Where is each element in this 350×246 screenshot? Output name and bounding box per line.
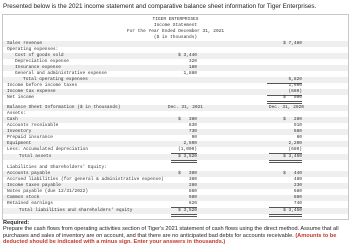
total-assets-2021: $ 3,520 <box>178 154 197 159</box>
liab-2021: 620 <box>188 201 197 206</box>
dep-value: 320 <box>188 59 197 64</box>
asset-label: Inventory <box>7 129 32 134</box>
sales-value: $ 7,480 <box>283 41 302 46</box>
tax-value: (680) <box>288 89 302 94</box>
opex-label: Operating expenses: <box>7 47 59 52</box>
sales-label: Sales revenue <box>7 41 43 46</box>
ibt-label: Income before income taxes <box>7 83 78 88</box>
company-name: TIGER ENTERPRISES <box>152 17 199 22</box>
total-le-2020: $ 3,450 <box>283 208 302 213</box>
dep-label: Depreciation expense <box>15 59 70 64</box>
total-opex-value: 5,820 <box>288 77 302 82</box>
liab-row-label: Income taxes payable <box>7 183 62 188</box>
balance-title: Balance Sheet Information ($ in thousands) <box>7 105 121 110</box>
liab-2020: 480 <box>293 177 302 182</box>
ga-value: 1,880 <box>183 71 197 76</box>
asset-2020: $ 280 <box>283 117 302 122</box>
statement-period: For the Year Ended December 31, 2021 <box>126 29 225 34</box>
asset-2020: (680) <box>288 147 302 152</box>
statement-panel <box>2 14 349 220</box>
liab-row-label: Accrued liabilities (for general & administrative expense) <box>7 177 164 182</box>
tax-label: Income tax expense <box>7 89 56 94</box>
liab-2020: $ 440 <box>283 171 302 176</box>
asset-2020: 2,200 <box>288 141 302 146</box>
ins-value: 180 <box>188 65 197 70</box>
liab-2021: 880 <box>188 189 197 194</box>
total-assets-label: Total assets <box>19 154 52 159</box>
col-2020-header: Dec. 31, 2020 <box>268 105 304 110</box>
liab-2021: 380 <box>188 177 197 182</box>
cogs-value: $ 3,440 <box>178 53 197 58</box>
ins-label: Insurance expense <box>15 65 61 70</box>
asset-label: Less: Accumulated depreciation <box>7 147 89 152</box>
ibt-value: 1,660 <box>288 83 302 88</box>
asset-2020: 910 <box>293 123 302 128</box>
asset-2020: 60 <box>296 135 302 140</box>
liab-2020: 680 <box>293 189 302 194</box>
liab-2020: 740 <box>293 201 302 206</box>
total-le-label: Total liabilities and shareholders' equity <box>19 208 133 213</box>
total-opex-label: Total operating expenses <box>23 77 88 82</box>
asset-2021: 2,500 <box>183 141 197 146</box>
asset-label: Accounts receivable <box>7 123 59 128</box>
asset-2021: $ 380 <box>178 117 197 122</box>
ga-label: General and administrative expense <box>15 71 107 76</box>
liab-row-label: Common stock <box>7 195 40 200</box>
net-income-label: Net income <box>7 95 35 100</box>
liab-row-label: Accounts payable <box>7 171 51 176</box>
asset-2021: 90 <box>191 135 197 140</box>
required-text: Prepare the cash flows from operating activities section of Tiger's 2021 statement of cash flows using the direct method. Assume that all purchases and sales of inventory are on account, and that there are no anticipated bad debts for accounts receivable. <box>3 226 339 239</box>
col-2021-header: Dec. 31, 2021 <box>167 105 203 110</box>
liab-2020: 230 <box>293 183 302 188</box>
asset-2020: 680 <box>293 129 302 134</box>
total-assets-2020: $ 3,450 <box>283 154 302 159</box>
asset-2021: (1,000) <box>178 147 197 152</box>
liab-2021: $ 380 <box>178 171 197 176</box>
cogs-label: Cost of goods sold <box>15 53 64 58</box>
net-income-value: $ 980 <box>283 95 302 100</box>
required-heading: Required: <box>3 220 30 226</box>
statement-title: Income Statement <box>153 23 198 28</box>
intro-text: Presented below is the 2021 income statement and comparative balance sheet information for Tiger Enterprises. <box>3 3 317 10</box>
asset-2021: 730 <box>188 129 197 134</box>
asset-label: Equipment <box>7 141 32 146</box>
required-section <box>3 220 347 246</box>
liab-row-label: Notes payable (due 12/31/2022) <box>7 189 89 194</box>
assets-label: Assets: <box>7 111 26 116</box>
liab-2021: 280 <box>188 183 197 188</box>
asset-label: Cash <box>7 117 18 122</box>
total-le-2021: $ 3,520 <box>178 208 197 213</box>
liab-row-label: Retained earnings <box>7 201 53 206</box>
asset-label: Prepaid insurance <box>7 135 53 140</box>
liab-2021: 980 <box>188 195 197 200</box>
liab-label: Liabilities and Shareholders' Equity: <box>7 165 107 170</box>
required-instruction: (Amounts to be deducted should be indicated with a minus sign. Enter your answers in thousands.) <box>3 232 337 246</box>
liab-2020: 880 <box>293 195 302 200</box>
statement-units: ($ in thousands) <box>153 35 198 40</box>
asset-2021: 830 <box>188 123 197 128</box>
